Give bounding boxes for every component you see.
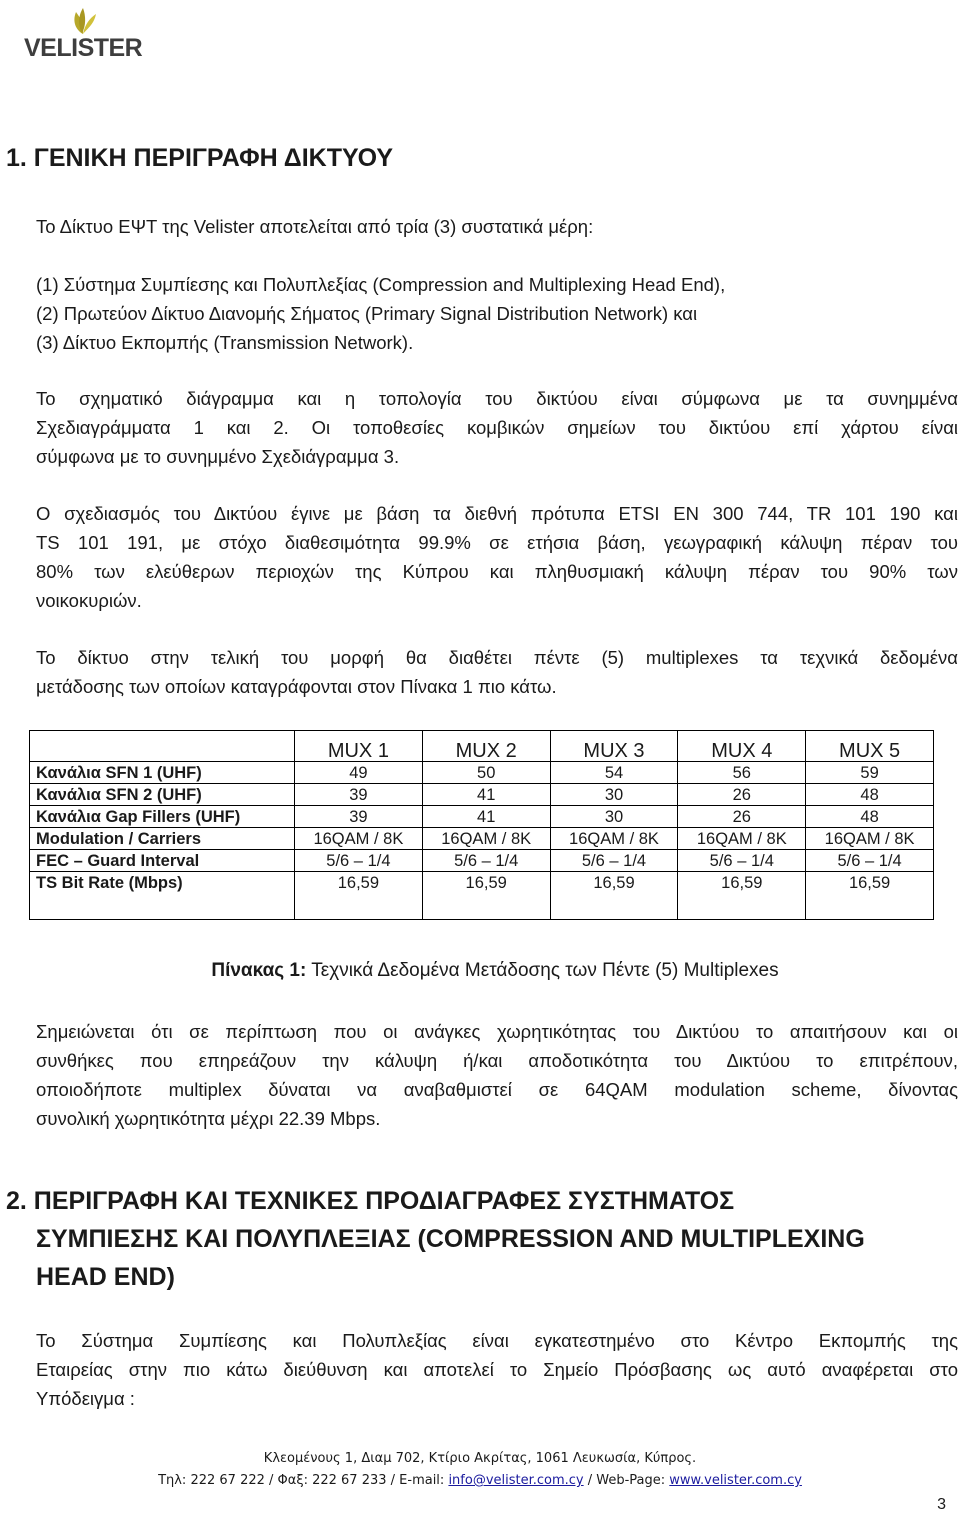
table-cell: 49 <box>295 762 423 784</box>
paragraph-line: Το Σύστημα Συμπίεσης και Πολυπλεξίας είναι εγκατεστημένο στο Κέντρο Εκπομπής της <box>36 1330 958 1351</box>
list-item: (1) Σύστημα Συμπίεσης και Πολυπλεξίας (Compression and Multiplexing Head End), <box>36 274 726 295</box>
table-cell: 41 <box>422 806 550 828</box>
paragraph-line: νοικοκυριών. <box>36 590 142 611</box>
caption-text: Τεχνικά Δεδομένα Μετάδοσης των Πέντε (5) Multiplexes <box>306 960 779 981</box>
list-item: (2) Πρωτεύον Δίκτυο Διανομής Σήματος (Primary Signal Distribution Network) και <box>36 303 698 324</box>
table-header-cell: MUX 3 <box>550 731 678 762</box>
paragraph-line: συνολική χωρητικότητα μέχρι 22.39 Mbps. <box>36 1108 381 1129</box>
page-number: 3 <box>937 1496 946 1513</box>
table-cell: 16QAM / 8K <box>295 828 423 850</box>
table-cell: 39 <box>295 806 423 828</box>
table-caption <box>0 960 960 982</box>
table-cell: 56 <box>678 762 806 784</box>
table-cell: 16QAM / 8K <box>550 828 678 850</box>
table-cell: 5/6 – 1/4 <box>806 850 934 872</box>
footer-web-label: / Web-Page: <box>583 1473 670 1488</box>
table-cell: 5/6 – 1/4 <box>295 850 423 872</box>
table-cell: 48 <box>806 806 934 828</box>
table-cell: 5/6 – 1/4 <box>550 850 678 872</box>
table-cell: 50 <box>422 762 550 784</box>
paragraph-line: σύμφωνα με το συνημμένο Σχεδιάγραμμα 3. <box>36 446 400 467</box>
table-cell: 5/6 – 1/4 <box>422 850 550 872</box>
section-1-intro: Το Δίκτυο ΕΨΤ της Velister αποτελείται από τρία (3) συστατικά μέρη: <box>36 216 594 237</box>
paragraph-line: Το σχηματικό διάγραμμα και η τοπολογία του δικτύου είναι σύμφωνα με τα συνημμένα <box>36 388 958 409</box>
table-header-row <box>30 731 934 762</box>
design-paragraph <box>36 499 958 615</box>
paragraph-line: Σχεδιαγράμματα 1 και 2. Οι τοποθεσίες κομβικών σημείων του δικτύου επί χάρτου είναι <box>36 417 958 438</box>
table-cell: 54 <box>550 762 678 784</box>
table-cell: 48 <box>806 784 934 806</box>
paragraph-line: 80% των ελεύθερων περιοχών της Κύπρου και πληθυσμιακή κάλυψη πέραν του 90% των <box>36 561 958 582</box>
table-cell: 59 <box>806 762 934 784</box>
paragraph-line: οποιοδήποτε multiplex δύναται να αναβαθμιστεί σε 64QAM modulation scheme, δίνοντας <box>36 1079 958 1100</box>
email-link[interactable]: info@velister.com.cy <box>448 1473 584 1488</box>
table-row <box>30 872 934 920</box>
caption-label: Πίνακας 1: <box>211 960 307 981</box>
paragraph-line: Σημειώνεται ότι σε περίπτωση που οι ανάγκες χωρητικότητας του Δικτύου το απαιτήσουν και οι <box>36 1021 958 1042</box>
table-cell: 5/6 – 1/4 <box>678 850 806 872</box>
table-cell: 16,59 <box>422 872 550 920</box>
table-cell: 16QAM / 8K <box>422 828 550 850</box>
table-cell: 39 <box>295 784 423 806</box>
table-cell: 26 <box>678 806 806 828</box>
paragraph-line: Ο σχεδιασμός του Δικτύου έγινε με βάση τα διεθνή πρότυπα ETSI EN 300 744, TR 101 190 και <box>36 503 958 524</box>
table-cell: 16QAM / 8K <box>678 828 806 850</box>
row-label: FEC – Guard Interval <box>30 850 295 872</box>
table-cell: 16,59 <box>550 872 678 920</box>
logo-leaf-icon <box>66 6 100 36</box>
heading-line: ΣΥΜΠΙΕΣΗΣ ΚΑΙ ΠΟΛΥΠΛΕΞΙΑΣ (COMPRESSION AND MULTIPLEXING <box>36 1225 865 1253</box>
table-row <box>30 850 934 872</box>
table-header-cell: MUX 5 <box>806 731 934 762</box>
diagram-paragraph <box>36 384 958 471</box>
table-cell: 16QAM / 8K <box>806 828 934 850</box>
note-paragraph <box>36 1017 958 1133</box>
multiplex-spec-table <box>29 730 934 920</box>
table-header-cell: MUX 4 <box>678 731 806 762</box>
table-cell: 30 <box>550 806 678 828</box>
row-label: Κανάλια Gap Fillers (UHF) <box>30 806 295 828</box>
section-1-heading: 1. ΓΕΝΙΚΗ ΠΕΡΙΓΡΑΦΗ ΔΙΚΤΥΟΥ <box>6 144 394 172</box>
row-label: Modulation / Carriers <box>30 828 295 850</box>
table-cell: 41 <box>422 784 550 806</box>
table-row <box>30 828 934 850</box>
table-cell: 26 <box>678 784 806 806</box>
paragraph-line: συνθήκες που επηρεάζουν την κάλυψη ή/και αποδοτικότητα του Δικτύου το επιτρέπουν, <box>36 1050 958 1071</box>
row-label: Κανάλια SFN 1 (UHF) <box>30 762 295 784</box>
table-cell: 16,59 <box>806 872 934 920</box>
system-paragraph <box>36 1326 958 1413</box>
heading-line: 2. ΠΕΡΙΓΡΑΦΗ ΚΑΙ ΤΕΧΝΙΚΕΣ ΠΡΟΔΙΑΓΡΑΦΕΣ ΣΥΣΤΗΜΑΤΟΣ <box>6 1187 735 1215</box>
row-label: Κανάλια SFN 2 (UHF) <box>30 784 295 806</box>
table-row <box>30 806 934 828</box>
website-link[interactable]: www.velister.com.cy <box>669 1473 802 1488</box>
footer-contact <box>0 1473 960 1488</box>
table-row <box>30 784 934 806</box>
section-2-heading <box>6 1182 865 1296</box>
paragraph-line: μετάδοσης των οποίων καταγράφονται στον Πίνακα 1 πιο κάτω. <box>36 676 557 697</box>
paragraph-line: Το δίκτυο στην τελική του μορφή θα διαθέτει πέντε (5) multiplexes τα τεχνικά δεδομένα <box>36 647 958 668</box>
list-item: (3) Δίκτυο Εκπομπής (Transmission Network). <box>36 332 414 353</box>
table-header-cell: MUX 2 <box>422 731 550 762</box>
table-cell: 30 <box>550 784 678 806</box>
logo-wordmark: VELISTER <box>24 34 143 62</box>
paragraph-line: TS 101 191, με στόχο διαθεσιμότητα 99.9% σε ετήσια βάση, γεωγραφική κάλυψη πέραν του <box>36 532 958 553</box>
heading-line: HEAD END) <box>36 1263 175 1291</box>
table-cell: 16,59 <box>678 872 806 920</box>
table-header-cell: MUX 1 <box>295 731 423 762</box>
company-logo <box>22 6 142 66</box>
table-row <box>30 762 934 784</box>
table-header-cell <box>30 731 295 762</box>
multiplex-paragraph <box>36 643 958 701</box>
paragraph-line: Υπόδειγμα : <box>36 1388 135 1409</box>
row-label: TS Bit Rate (Mbps) <box>30 872 295 920</box>
components-list <box>36 270 958 357</box>
paragraph-line: Εταιρείας στην πιο κάτω διεύθυνση και αποτελεί το Σημείο Πρόσβασης ως αυτό αναφέρεται στο <box>36 1359 958 1380</box>
footer-phone-fax: Τηλ: 222 67 222 / Φαξ: 222 67 233 / E-mail: <box>158 1473 449 1488</box>
table-cell: 16,59 <box>295 872 423 920</box>
footer-address: Κλεομένους 1, Διαμ 702, Κτίριο Ακρίτας, 1061 Λευκωσία, Κύπρος. <box>263 1451 697 1466</box>
